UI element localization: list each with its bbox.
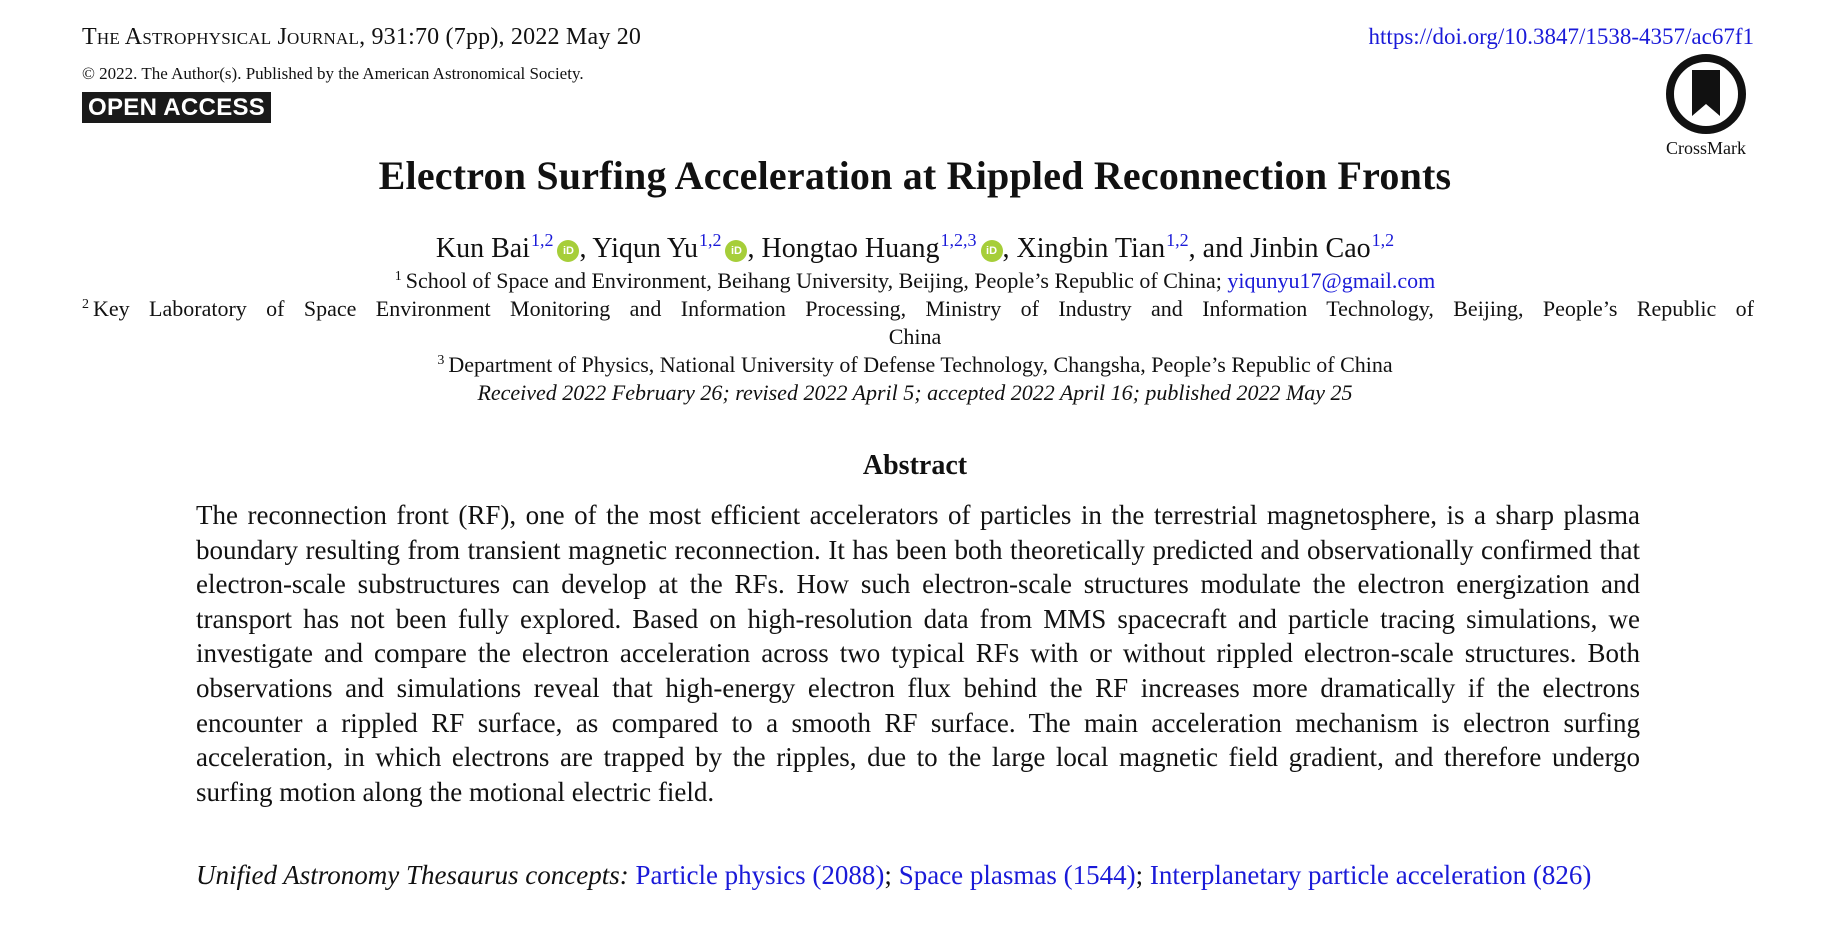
affiliation-ref[interactable]: 1,2 bbox=[1166, 230, 1189, 250]
journal-citation bbox=[82, 24, 641, 51]
doi-link[interactable]: https://doi.org/10.3847/1538-4357/ac67f1 bbox=[1368, 24, 1754, 49]
orcid-icon[interactable]: iD bbox=[981, 240, 1003, 262]
journal-name: The Astrophysical Journal bbox=[82, 24, 360, 50]
affiliation-ref[interactable]: 1,2,3 bbox=[940, 230, 977, 250]
affiliation-ref[interactable]: 1,2 bbox=[1371, 230, 1395, 250]
paper-title: Electron Surfing Acceleration at Rippled Reconnection Fronts bbox=[378, 153, 1452, 198]
uat-concept-link[interactable]: Interplanetary particle acceleration (826) bbox=[1149, 860, 1592, 890]
citation-details: , 931:70 (7pp), 2022 May 20 bbox=[359, 24, 642, 50]
abstract-heading: Abstract bbox=[862, 450, 968, 481]
author-jinbin-cao: Jinbin Cao$^{1,2}$ bbox=[1250, 230, 1395, 264]
affiliation-1: $^1$ School of Space and Environment, Beihang University, Beijing, People’s Republic of China; yiqunyu17@gmail.com bbox=[394, 268, 1436, 293]
uat-concepts: Unified Astronomy Thesaurus concepts: Particle physics (2088); Space plasmas (1544); Interplanetary particle acceleration (826) bbox=[196, 860, 1592, 890]
uat-label: Unified Astronomy Thesaurus concepts: bbox=[196, 860, 629, 890]
uat-concept-link[interactable]: Space plasmas (1544) bbox=[898, 860, 1136, 890]
email-link[interactable]: yiqunyu17@gmail.com bbox=[1227, 268, 1436, 293]
author-list: Kun Bai$^{1,2}$iD , Yiqun Yu$^{1,2}$iD , Hongtao Huang$^{1,2,3}$iD , Xingbin Tian$^{1,2}$, and Jinbin Cao$^{1,2}$ bbox=[435, 230, 1395, 264]
affiliation-ref[interactable]: 1,2 bbox=[698, 230, 722, 250]
abstract-text: The reconnection front (RF), one of the most efficient accelerators of particles in the terrestrial magnetosphere, is a sharp plasma boundary resulting from transient magnetic reconnection. It has been both theoretically predicted and observationally confirmed that electron-scale substructures can develop at the RFs. How such electron-scale structures modulate the electron energization and transport has not been fully explored. Based on high-resolution data from MMS spacecraft and particle tracing simulations, we investigate and compare the electron acceleration across two typical RFs with or without rippled electron-scale structures. Both observations and simulations reveal that high-energy electron flux behind the RF increases more dramatically if the electrons encounter a rippled RF surface, as compared to a smooth RF surface. The main acceleration mechanism is electron surfing acceleration, in which electrons are trapped by the ripples, due to the large local magnetic field gradient, and therefore undergo surfing motion along the motional electric field. bbox=[196, 500, 1640, 807]
crossmark-label: CrossMark bbox=[1666, 138, 1746, 158]
orcid-icon[interactable]: iD bbox=[725, 240, 747, 262]
open-access-badge: OPEN ACCESS bbox=[82, 92, 271, 123]
crossmark-icon bbox=[1664, 52, 1748, 136]
affiliation-2: $^2$ Key Laboratory of Space Environment Monitoring and Information Processing, Ministry of Industry and Information Technology, Beijing, People’s Republic of bbox=[82, 296, 1754, 321]
orcid-icon[interactable]: iD bbox=[557, 240, 579, 262]
received-dates: Received 2022 February 26; revised 2022 April 5; accepted 2022 April 16; published 2022 May 25 bbox=[477, 380, 1353, 405]
author-xingbin-tian: Xingbin Tian$^{1,2}$ bbox=[1016, 230, 1189, 264]
author-yiqun-yu: Yiqun Yu$^{1,2}$iD bbox=[592, 233, 747, 264]
uat-concept-link[interactable]: Particle physics (2088) bbox=[635, 860, 885, 890]
author-hongtao-huang: Hongtao Huang$^{1,2,3}$iD bbox=[761, 233, 1002, 264]
affiliation-ref[interactable]: 1,2 bbox=[530, 230, 554, 250]
copyright-notice: © 2022. The Author(s). Published by the American Astronomical Society. bbox=[82, 64, 584, 83]
affiliation-3: $^3$ Department of Physics, National University of Defense Technology, Changsha, People’s Republic of China bbox=[437, 352, 1393, 377]
affiliation-2-continued: China bbox=[888, 324, 942, 349]
crossmark-button[interactable] bbox=[1650, 52, 1762, 159]
author-kun-bai: Kun Bai$^{1,2}$iD bbox=[436, 233, 580, 264]
